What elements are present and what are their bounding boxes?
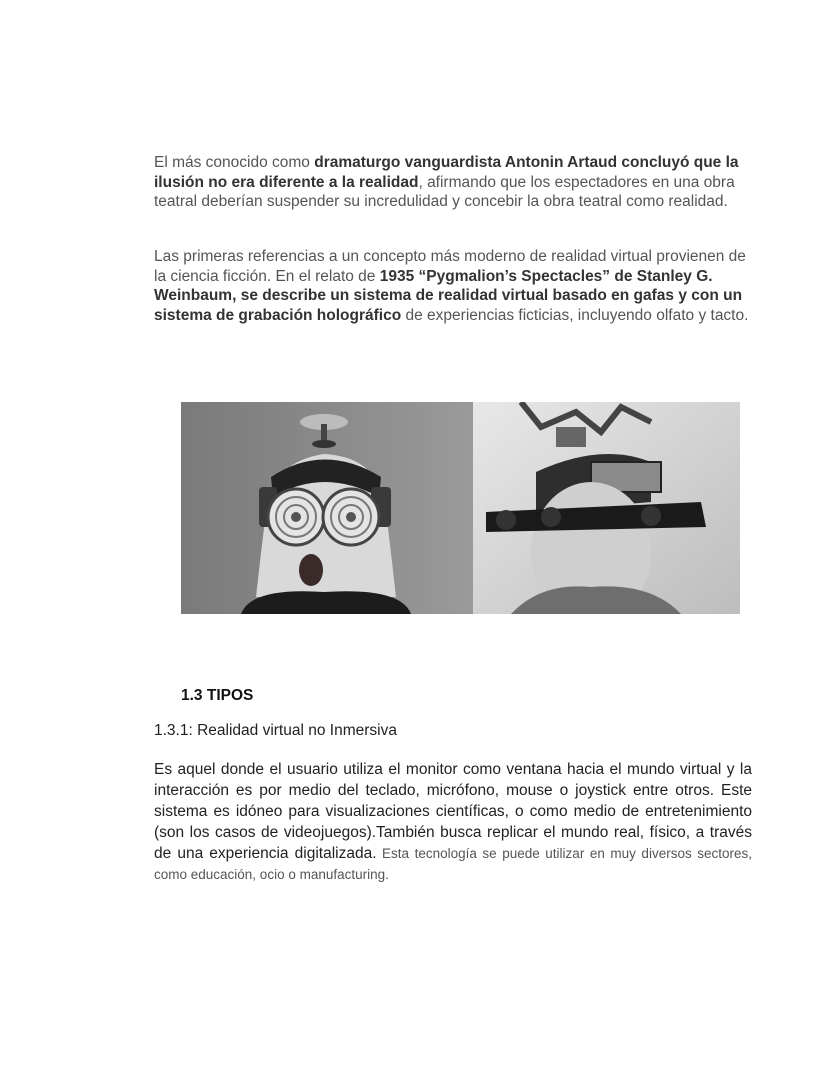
paragraph-text: Es aquel donde el usuario utiliza el monitor como ventana hacia el mundo virtual y la interacción es por medio del teclado, micrófono, mouse o joystick entre otros. Este sistema es idóneo para visualizaciones científicas, o como medio de entretenimiento (son los casos de videojuegos).También busca replicar el mundo real, físico, a través de una experiencia digitalizada. <box>154 761 752 862</box>
paragraph-text: El más conocido como <box>154 154 315 171</box>
goggles-illustration <box>181 402 473 614</box>
section-heading: 1.3 TIPOS <box>181 687 254 704</box>
paragraph-text: de experiencias ficticias, incluyendo olfato y tacto. <box>401 306 749 324</box>
paragraph-no-inmersiva <box>154 759 752 885</box>
paragraph-pygmalion <box>154 247 752 325</box>
paragraph-small-text: Esta tecnología se puede utilizar en muy diversos sectores, como educación, ocio o manufacturing. <box>154 846 753 882</box>
paragraph-text: Las primeras referencias a un concepto más moderno de realidad virtual provienen de la ciencia ficción. En el relato de <box>154 248 746 285</box>
paragraph-artaud <box>154 153 752 212</box>
hmd-photograph <box>473 402 740 614</box>
section-subheading: 1.3.1: Realidad virtual no Inmersiva <box>154 722 397 739</box>
bold-text: dramaturgo vanguardista Antonin Artaud concluyó que la ilusión no era diferente a la realidad <box>154 154 739 191</box>
paragraph-text: , afirmando que los espectadores en una obra teatral deberían suspender su incredulidad y concebir la obra teatral como realidad. <box>154 173 735 210</box>
bold-text: 1935 “Pygmalion’s Spectacles” de Stanley G. Weinbaum, se describe un sistema de realidad virtual basado en gafas y con un sistema de grabación holográfico <box>154 267 743 324</box>
vr-headsets-photo <box>181 402 740 614</box>
